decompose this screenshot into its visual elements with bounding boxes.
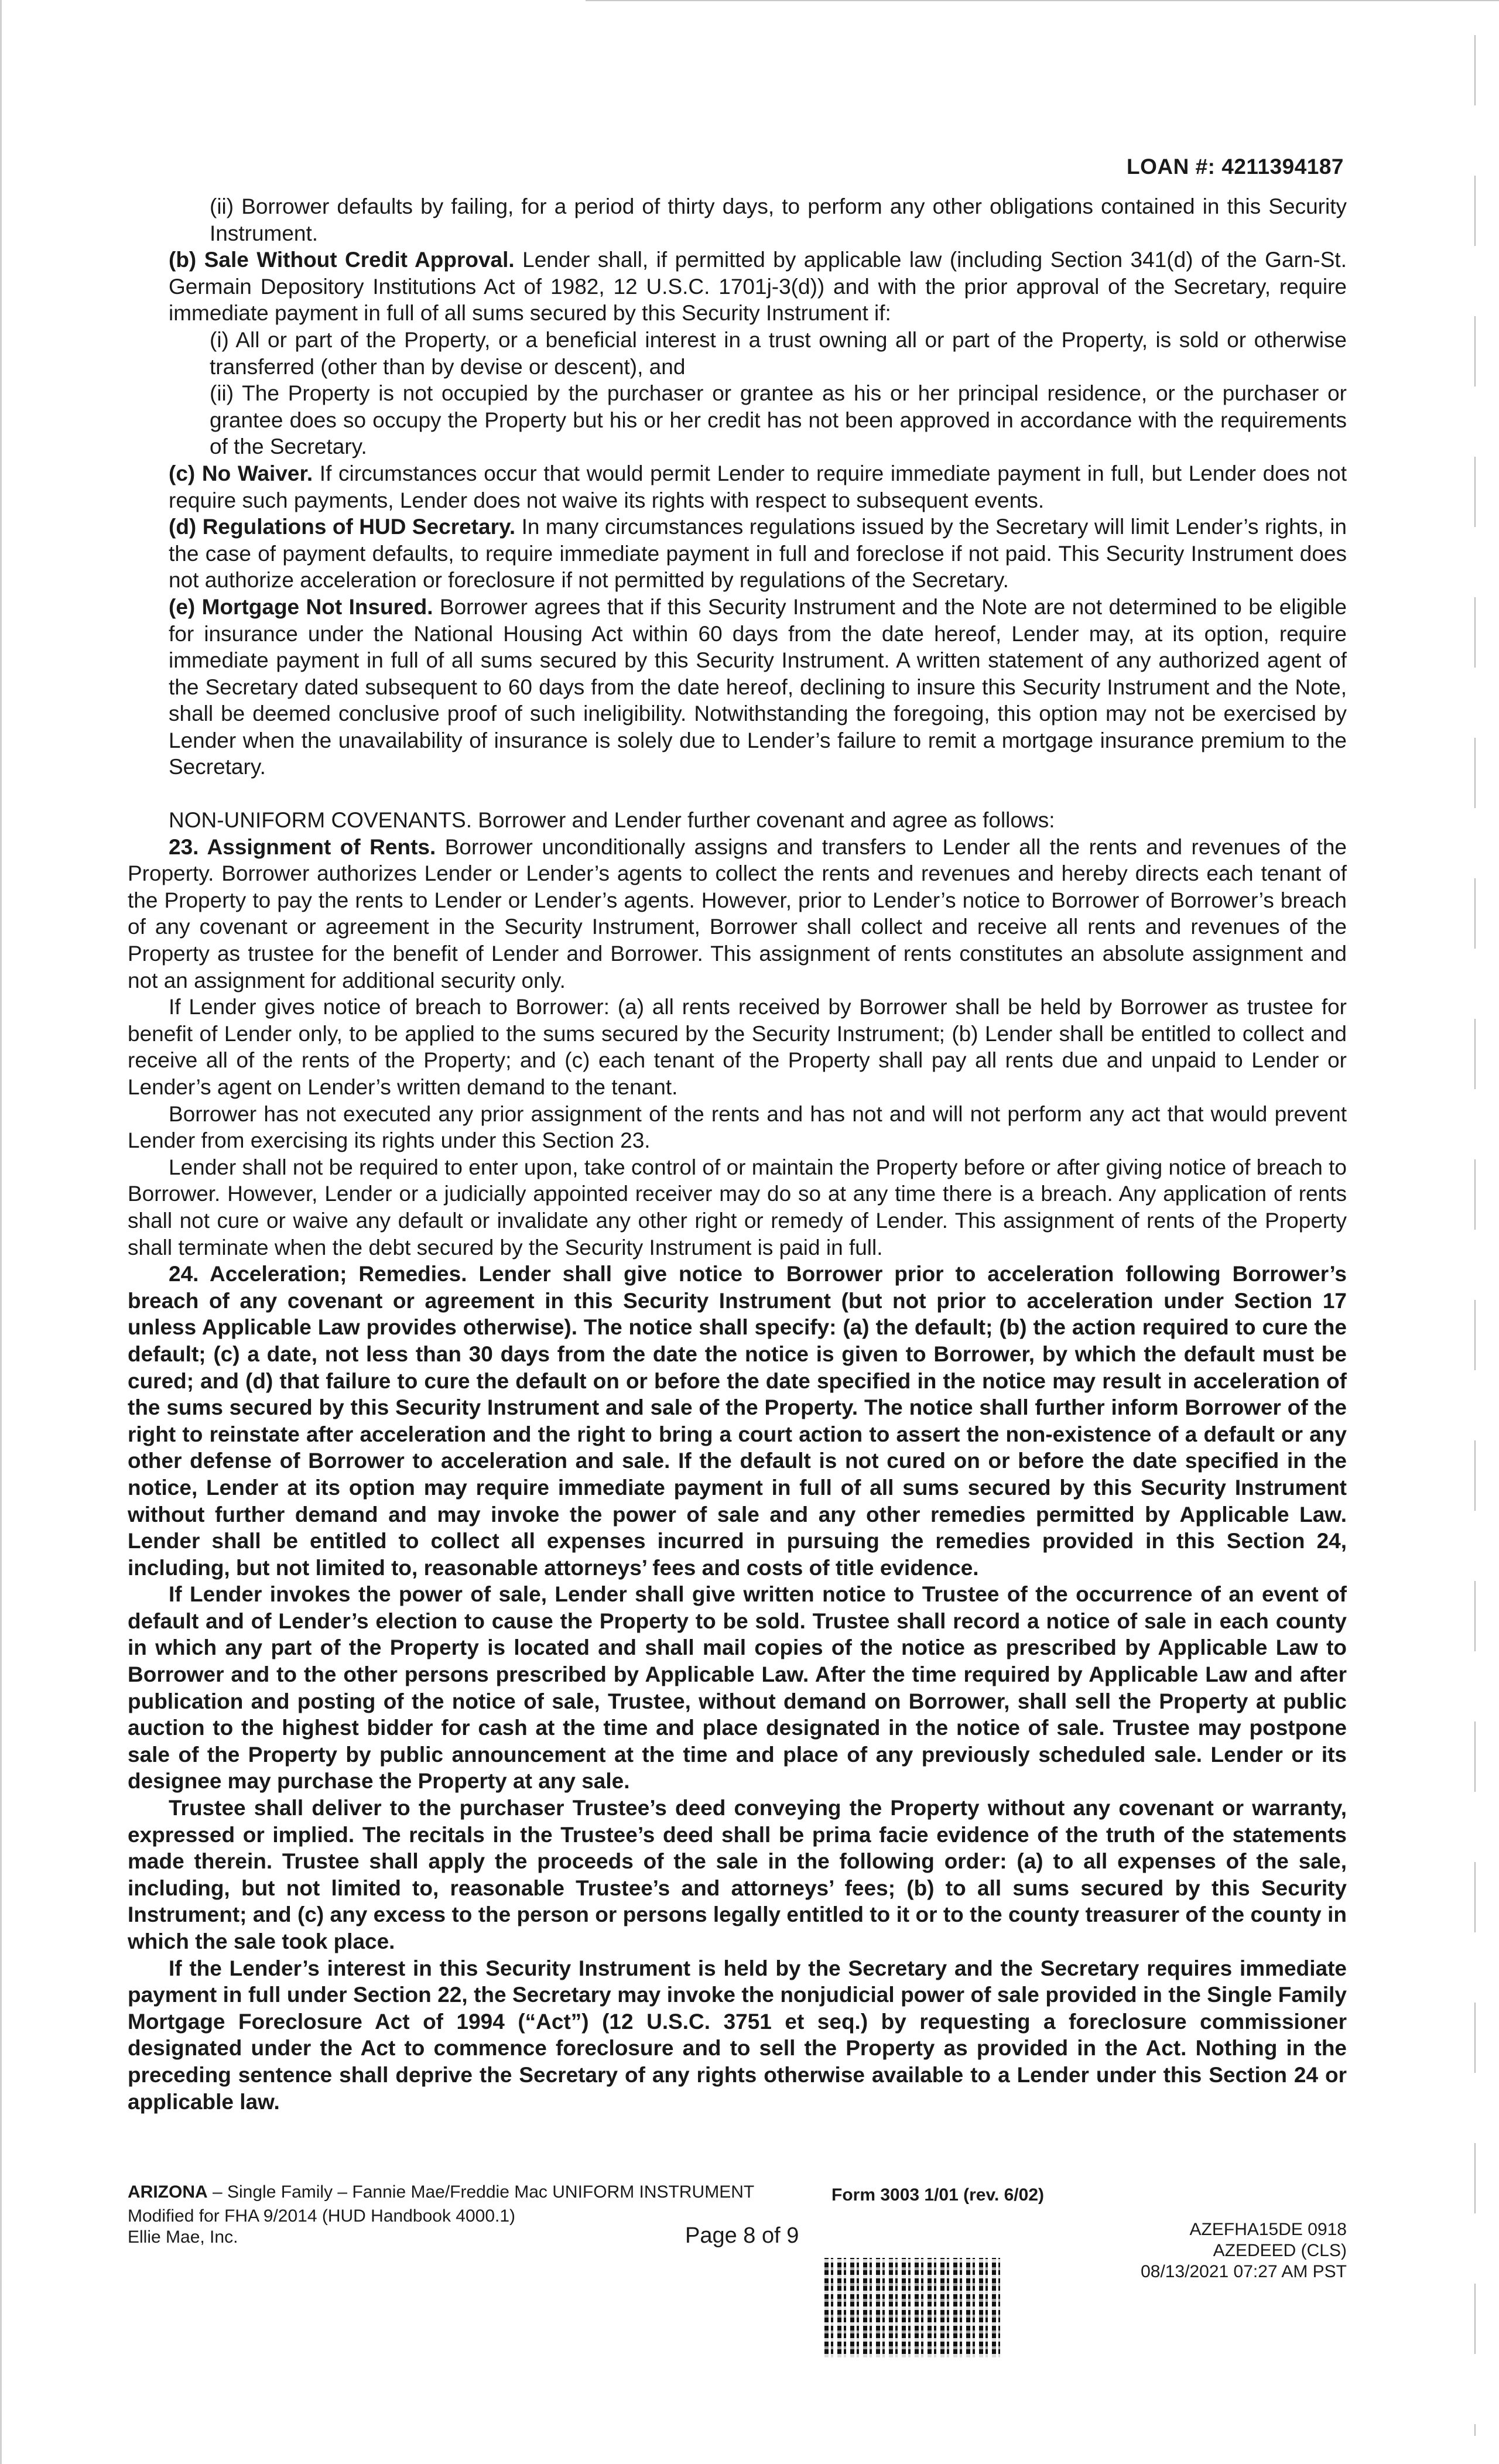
heading-regulations-hud: (d) Regulations of HUD Secretary. [169,515,516,539]
footer-code-1: AZEFHA15DE 0918 [1189,2220,1347,2239]
footer [128,2182,1347,2357]
heading-sale-without-credit-approval: (b) Sale Without Credit Approval. [169,248,515,272]
section-23 [128,834,1347,994]
scan-edge-right [1474,35,1476,2436]
footer-codes [1141,2219,1347,2282]
section-24-power-of-sale: If Lender invokes the power of sale, Lender shall give written notice to Trustee of the occurrence of an event of default and of Lender’s election to cause the Property to be sold. Trustee shall record a notice of sale in each county in which any part of the Property is located and shall mail copies of the notice as prescribed by Applicable Law to Borrower and to the other persons prescribed by Applicable Law. After the time required by Applicable Law and after publication and posting of the notice of sale, Trustee, without demand on Borrower, shall sell the Property at public auction to the highest bidder for cash at the time and place designated in the notice of sale. Trustee may postpone sale of the Property by public announcement at the time and place of any previously scheduled sale. Lender or its designee may purchase the Property at any sale. [128,1582,1347,1794]
paragraph-e [128,594,1347,781]
footer-state: ARIZONA [128,2182,208,2202]
paragraph-b [128,247,1347,327]
paragraph-d [128,514,1347,594]
footer-timestamp: 08/13/2021 07:27 AM PST [1141,2262,1347,2281]
scan-edge-top [586,0,1499,1]
paragraph-b-ii: (ii) The Property is not occupied by the purchaser or grantee as his or her principal residence, or the purchaser or grantee does so occupy the Property but his or her credit has not been approved in accordance with the requirements of the Secretary. [210,381,1347,459]
page-number: Page 8 of 9 [685,2223,799,2248]
heading-no-waiver: (c) No Waiver. [169,461,313,485]
paragraph-c-text: If circumstances occur that would permit Lender to require immediate payment in full, but Lender does not require such payments, Lender does not waive its rights with respect to subsequent events. [169,461,1347,512]
document-body [128,193,1347,2115]
section-23-prior-assignment: Borrower has not executed any prior assignment of the rents and has not and will not perform any act that would prevent Lender from exercising its rights under this Section 23. [128,1101,1347,1153]
footer-form-title [128,2182,754,2203]
non-uniform-covenants: NON-UNIFORM COVENANTS. Borrower and Lender further covenant and agree as follows: [169,808,1055,833]
section-24-trustee-deed: Trustee shall deliver to the purchaser Trustee’s deed conveying the Property without any covenant or warranty, expressed or implied. The recitals in the Trustee’s deed shall be prima facie evidence of the truth of the statements made therein. Trustee shall apply the proceeds of the sale in the following order: (a) to all expenses of the sale, including, but not limited to, reasonable Trustee’s and attorneys’ fees; (b) to all sums secured by this Security Instrument; and (c) any excess to the person or persons legally entitled to it or to the county treasurer of the county in which the sale took place. [128,1796,1347,1953]
scan-edge-left [0,0,2,2464]
heading-assignment-of-rents: 23. Assignment of Rents. [169,834,436,859]
paragraph-c [128,460,1347,514]
section-24-secretary: If the Lender’s interest in this Security Instrument is held by the Secretary and the Secretary requires immediate payment in full under Section 22, the Secretary may invoke the nonjudicial power of sale provided in the Single Family Mortgage Foreclosure Act of 1994 (“Act”) (12 U.S.C. 3751 et seq.) by requesting a foreclosure commissioner designated under the Act to commence foreclosure and to sell the Property as provided in the Act. Nothing in the preceding sentence shall deprive the Secretary of any rights otherwise available to a Lender under this Section 24 or applicable law. [128,1956,1347,2114]
section-23-notice: If Lender gives notice of breach to Borrower: (a) all rents received by Borrower shall be held by Borrower as trustee for benefit of Lender only, to be applied to the sums secured by the Security Instrument; (b) Lender shall be entitled to collect and receive all of the rents of the Property; and (c) each tenant of the Property shall pay all rents due and unpaid to Lender or Lender’s agent on Lender’s written demand to the tenant. [128,995,1347,1099]
section-24-acceleration: 24. Acceleration; Remedies. Lender shall give notice to Borrower prior to acceleration following Borrower’s breach of any covenant or agreement in this Security Instrument (but not prior to acceleration under Section 17 unless Applicable Law provides otherwise). The notice shall specify: (a) the default; (b) the action required to cure the default; (c) a date, not less than 30 days from the date the notice is given to Borrower, by which the default must be cured; and (d) that failure to cure the default on or before the date specified in the notice may result in acceleration of the sums secured by this Security Instrument and sale of the Property. The notice shall further inform Borrower of the right to reinstate after acceleration and the right to bring a court action to assert the non-existence of a default or any other defense of Borrower to acceleration and sale. If the default is not cured on or before the date specified in the notice, Lender at its option may require immediate payment in full of all sums secured by this Security Instrument without further demand and may invoke the power of sale and any other remedies permitted by Applicable Law. Lender shall be entitled to collect all expenses incurred in pursuing the remedies provided in this Section 24, including, but not limited to, reasonable attorneys’ fees and costs of title evidence. [128,1262,1347,1580]
footer-form-title-text: – Single Family – Fannie Mae/Freddie Mac UNIFORM INSTRUMENT [207,2182,755,2202]
footer-code-2: AZEDEED (CLS) [1213,2241,1347,2260]
barcode-icon [824,2258,1000,2357]
paragraph-d-text: In many circumstances regulations issued by the Secretary will limit Lender’s rights, in the case of payment defaults, to require immediate payment in full and foreclose if not paid. This Security Instrument does not authorize acceleration or foreclosure if not permitted by regulations of the Secretary. [169,515,1347,593]
footer-form-number: Form 3003 1/01 (rev. 6/02) [831,2185,1044,2205]
section-23-text: Borrower unconditionally assigns and transfers to Lender all the rents and revenues of the Property. Borrower authorizes Lender or Lender’s agents to collect the rents and revenues and hereby directs each tenant of the Property to pay the rents to Lender or Lender’s agents. However, prior to Lender’s notice to Borrower of Borrower’s breach of any covenant or agreement in the Security Instrument, Borrower shall collect and receive all rents and revenues of the Property as trustee for the benefit of Lender and Borrower. This assignment of rents constitutes an absolute assignment and not an assignment for additional security only. [128,834,1347,993]
footer-vendor: Ellie Mae, Inc. [128,2227,238,2247]
paragraph-a-ii: (ii) Borrower defaults by failing, for a period of thirty days, to perform any other obligations contained in this Security Instrument. [210,194,1347,245]
loan-number: LOAN #: 4211394187 [1126,155,1344,179]
paragraph-b-i: (i) All or part of the Property, or a beneficial interest in a trust owning all or part of the Property, is sold or otherwise transferred (other than by devise or descent), and [210,327,1347,379]
spacer [128,781,1347,807]
paragraph-e-text: Borrower agrees that if this Security Instrument and the Note are not determined to be eligible for insurance under the National Housing Act within 60 days from the date hereof, Lender may, at its option, require immediate payment in full of all sums secured by this Security Instrument. A written statement of any authorized agent of the Secretary dated subsequent to 60 days from the date hereof, declining to insure this Security Instrument and the Note, shall be deemed conclusive proof of such ineligibility. Notwithstanding the foregoing, this option may not be exercised by Lender when the unavailability of insurance is solely due to Lender’s failure to remit a mortgage insurance premium to the Secretary. [169,594,1347,779]
footer-modified: Modified for FHA 9/2014 (HUD Handbook 4000.1) [128,2206,516,2226]
heading-mortgage-not-insured: (e) Mortgage Not Insured. [169,594,433,619]
paragraph-b-text: Lender shall, if permitted by applicable law (including Section 341(d) of the Garn-St. Germain Depository Institutions Act of 1982, 12 U.S.C. 1701j-3(d)) and with the prior approval of the Secretary, require immediate payment in full of all sums secured by this Security Instrument if: [169,248,1347,326]
section-23-control: Lender shall not be required to enter upon, take control of or maintain the Property before or after giving notice of breach to Borrower. However, Lender or a judicially appointed receiver may do so at any time there is a breach. Any application of rents shall not cure or waive any default or invalidate any other right or remedy of Lender. This assignment of rents of the Property shall terminate when the debt secured by the Security Instrument is paid in full. [128,1155,1347,1260]
barcode-pattern [824,2258,1000,2357]
